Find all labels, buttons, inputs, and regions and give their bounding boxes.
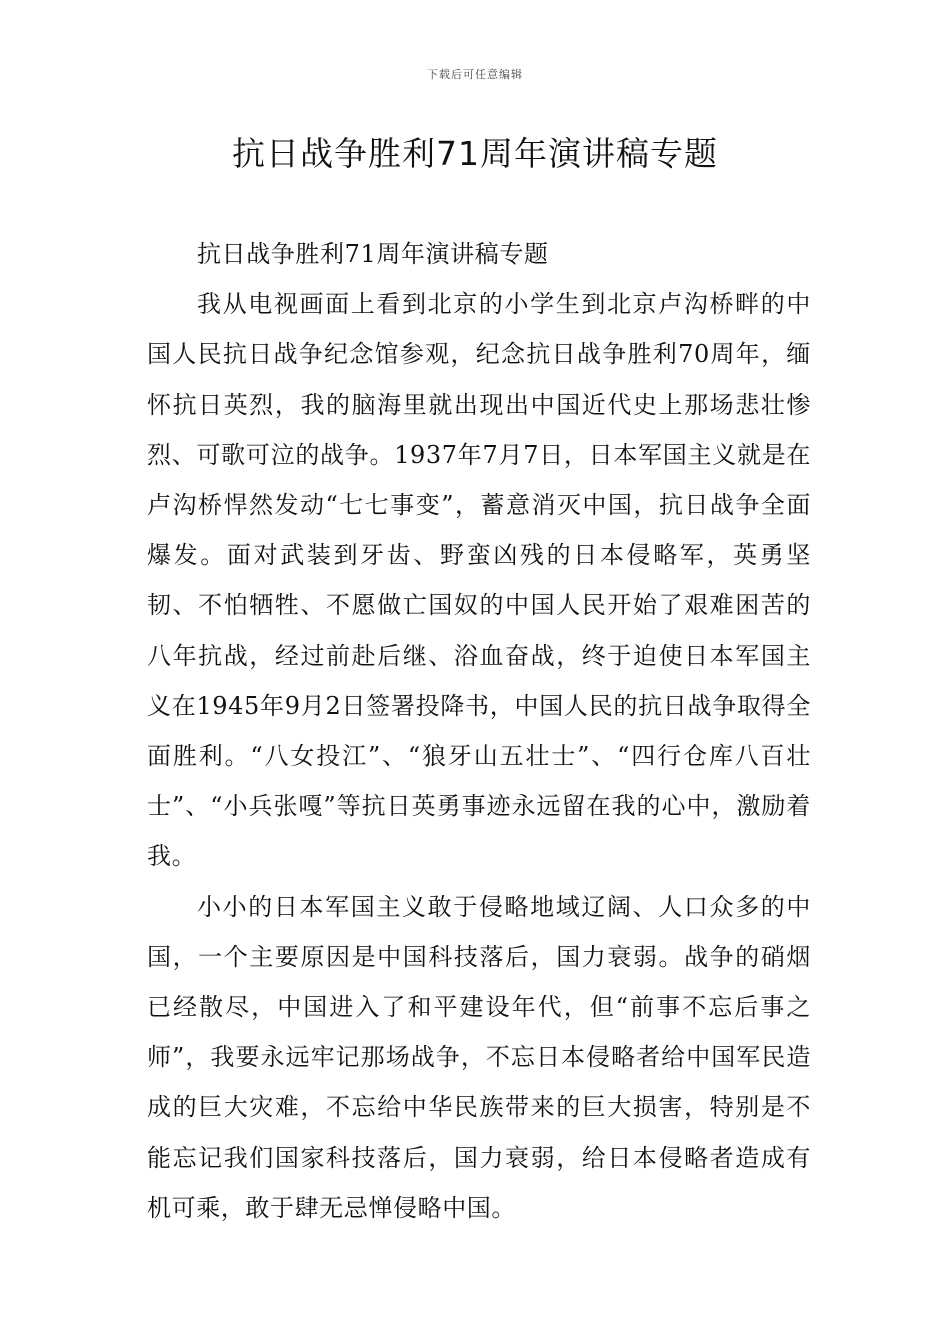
document-body <box>147 229 811 1233</box>
paragraph-subtitle: 抗日战争胜利71周年演讲稿专题 <box>197 240 549 268</box>
document-title: 抗日战争胜利71周年演讲稿专题 <box>232 134 718 173</box>
header-note: 下载后可任意编辑 <box>427 68 523 81</box>
paragraph-2: 小小的日本军国主义敢于侵略地域辽阔、人口众多的中国，一个主要原因是中国科技落后，国力衰弱。战争的硝烟已经散尽，中国进入了和平建设年代，但“前事不忘后事之师”，我要永远牢记那场战争，不忘日本侵略者给中国军民造成的巨大灾难，不忘给中华民族带来的巨大损害，特别是不能忘记我们国家科技落后，国力衰弱，给日本侵略者造成有机可乘，敢于肆无忌惮侵略中国。 <box>147 892 811 1222</box>
paragraph-1: 我从电视画面上看到北京的小学生到北京卢沟桥畔的中国人民抗日战争纪念馆参观，纪念抗日战争胜利70周年，缅怀抗日英烈，我的脑海里就出现出中国近代史上那场悲壮惨烈、可歌可泣的战争。1937年7月7日，日本军国主义就是在卢沟桥悍然发动“七七事变”，蓄意消灭中国，抗日战争全面爆发。面对武装到牙齿、野蛮凶残的日本侵略军，英勇坚韧、不怕牺牲、不愿做亡国奴的中国人民开始了艰难困苦的八年抗战，经过前赴后继、浴血奋战，终于迫使日本军国主义在1945年9月2日签署投降书，中国人民的抗日战争取得全面胜利。“八女投江”、“狼牙山五壮士”、“四行仓库八百壮士”、“小兵张嘎”等抗日英勇事迹永远留在我的心中，激励着我。 <box>147 290 811 871</box>
